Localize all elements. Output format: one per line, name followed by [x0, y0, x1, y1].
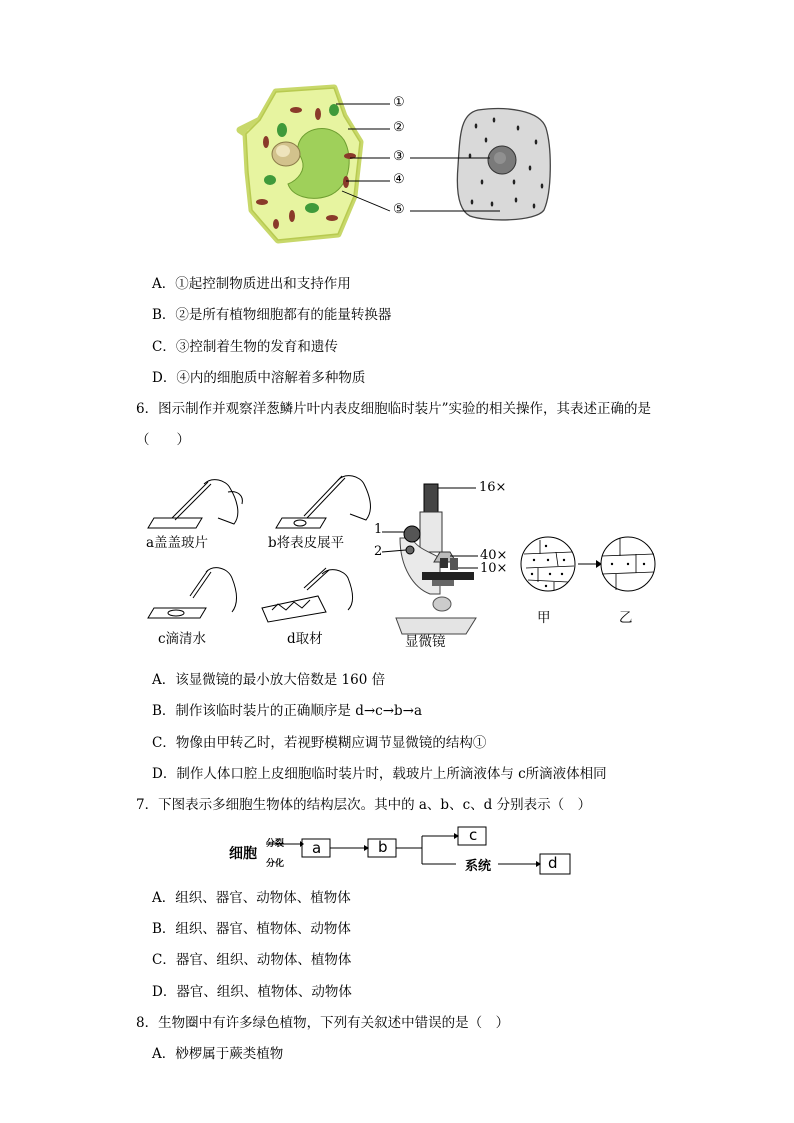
figure-label-2: ② [393, 120, 405, 135]
figure-label-4: ④ [393, 172, 405, 187]
q7-stem: 7．下图表示多细胞生物体的结构层次。其中的 a、b、c、d 分别表示（ ） [136, 797, 592, 813]
figure-leader-lines [330, 95, 500, 220]
knob-2-label: 2 [374, 544, 383, 559]
eyepiece-label: 16× [479, 480, 507, 495]
q6-option-c: C．物像由甲转乙时，若视野模糊应调节显微镜的结构① [152, 735, 487, 751]
step-d-label: d取材 [287, 631, 323, 647]
knob-1-label: 1 [374, 522, 383, 537]
q7-option-d: D．器官、组织、植物体、动物体 [152, 984, 352, 1000]
diagram-system-label: 系统 [465, 859, 492, 874]
q6-answer-paren: （ ） [136, 432, 190, 448]
figure-label-3: ③ [393, 149, 405, 164]
q6-option-a: A．该显微镜的最小放大倍数是 160 倍 [152, 672, 386, 688]
q8-stem: 8．生物圈中有许多绿色植物，下列有关叙述中错误的是（ ） [136, 1015, 510, 1031]
q7-option-c: C．器官、组织、动物体、植物体 [152, 952, 352, 968]
step-c-label: c滴清水 [158, 631, 207, 647]
diagram-cell-label: 细胞 [229, 846, 257, 862]
q6-stem: 6．图示制作并观察洋葱鳞片叶内表皮细胞临时装片”实验的相关操作，其表述正确的是 [136, 401, 651, 417]
q5-option-d: D．④内的细胞质中溶解着多种物质 [152, 370, 366, 386]
diagram-box-a: a [312, 839, 322, 857]
step-a-label: a盖盖玻片 [146, 535, 209, 551]
diagram-box-d: d [548, 854, 558, 872]
microscope-views-figure [520, 530, 658, 604]
diagram-box-b: b [378, 838, 388, 856]
diagram-divide-label: 分裂 [266, 839, 285, 849]
q5-option-c: C．③控制着生物的发育和遗传 [152, 339, 338, 355]
q7-option-a: A．组织、器官、动物体、植物体 [152, 890, 351, 906]
figure-label-5: ⑤ [393, 202, 405, 217]
diagram-box-c: c [469, 826, 478, 844]
q6-option-b: B．制作该临时装片的正确顺序是 d→c→b→a [152, 703, 423, 719]
q8-option-a: A．桫椤属于蕨类植物 [152, 1046, 284, 1062]
q5-option-a: A．①起控制物质进出和支持作用 [152, 276, 351, 292]
q5-option-b: B．②是所有植物细胞都有的能量转换器 [152, 307, 392, 323]
diagram-differentiate-label: 分化 [266, 859, 285, 869]
q6-option-d: D．制作人体口腔上皮细胞临时装片时，载玻片上所滴液体与 c所滴液体相同 [152, 766, 607, 782]
q7-option-b: B．组织、器官、植物体、动物体 [152, 921, 351, 937]
microscope-caption: 显微镜 [405, 634, 446, 650]
figure-label-1: ① [393, 95, 405, 110]
view-yi-label: 乙 [619, 610, 633, 626]
objective-low-label: 10× [480, 561, 508, 576]
view-jia-label: 甲 [537, 610, 551, 626]
step-b-label: b将表皮展平 [268, 535, 345, 551]
objective-high-label: 40× [480, 548, 508, 563]
